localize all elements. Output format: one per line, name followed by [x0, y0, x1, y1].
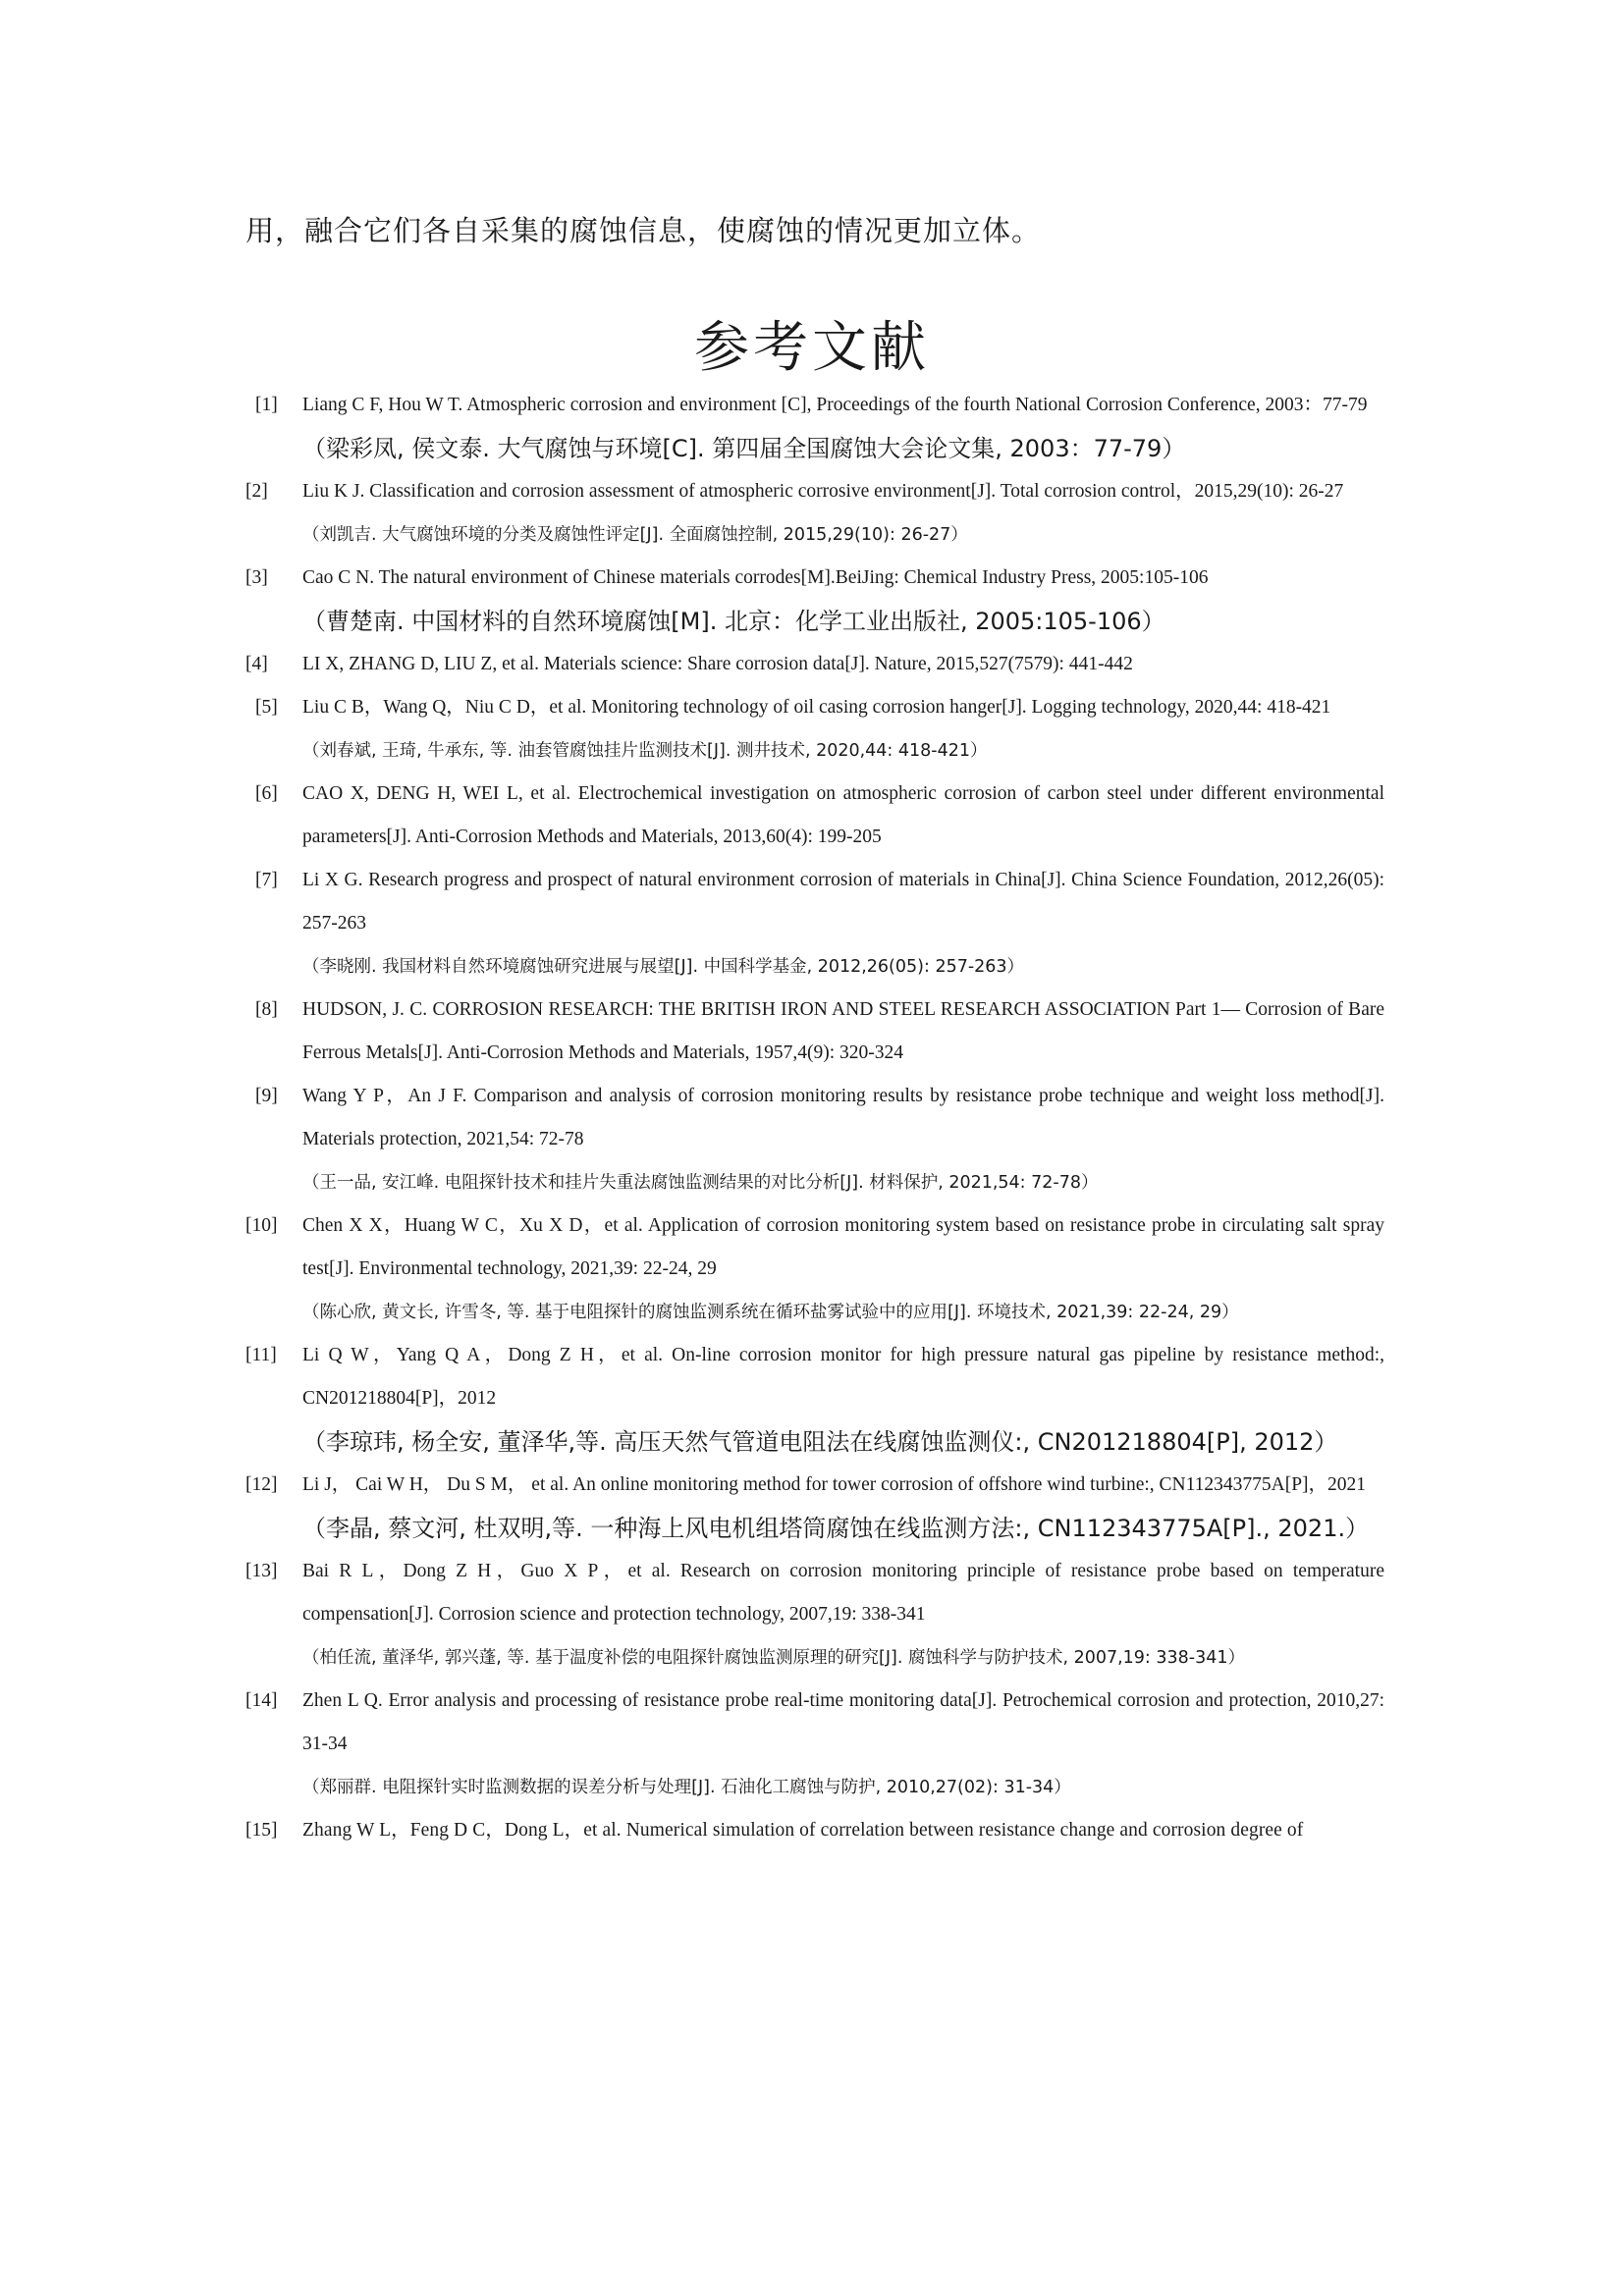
- reference-item: [255, 773, 1384, 859]
- reference-number: [11]: [245, 1345, 277, 1365]
- reference-number: [7]: [255, 870, 278, 890]
- reference-chinese: （陈心欣, 黄文长, 许雪冬, 等. 基于电阻探针的腐蚀监测系统在循环盐雾试验中的应用[J]. 环境技术, 2021,39: 22-24, 29）: [302, 1303, 1239, 1322]
- reference-english: Liu K J. Classification and corrosion assessment of atmospheric corrosive environment[J]. Total corrosion control，2015,29(10): 26-27: [302, 481, 1344, 502]
- reference-english: Zhang W L，Feng D C，Dong L，et al. Numerical simulation of correlation between resistance change and corrosion degree of: [302, 1820, 1304, 1841]
- reference-english: HUDSON, J. C. CORROSION RESEARCH: THE BRITISH IRON AND STEEL RESEARCH ASSOCIATION Part 1— Corrosion of Bare Ferrous Metals[J]. Anti-Corrosion Methods and Materials, 1957,4(9): 320-324: [302, 999, 1384, 1063]
- references-heading: 参考文献: [694, 316, 930, 380]
- reference-english: CAO X, DENG H, WEI L, et al. Electrochemical investigation on atmospheric corrosion of carbon steel under different environmental parameters[J]. Anti-Corrosion Methods and Materials, 2013,60(4): 199-205: [302, 783, 1384, 847]
- reference-english: Wang Y P，An J F. Comparison and analysis of corrosion monitoring results by resistance probe technique and weight loss method[J]. Materials protection, 2021,54: 72-78: [302, 1086, 1384, 1149]
- reference-english: Liu C B，Wang Q，Niu C D，et al. Monitoring technology of oil casing corrosion hanger[J]. Logging technology, 2020,44: 418-421: [302, 697, 1331, 718]
- reference-english: Li X G. Research progress and prospect of natural environment corrosion of materials in China[J]. China Science Foundation, 2012,26(05): 257-263: [302, 870, 1384, 934]
- reference-item: [245, 1204, 1384, 1334]
- reference-english: Li J， Cai W H， Du S M， et al. An online monitoring method for tower corrosion of offshore wind turbine:, CN112343775A[P]，2021: [302, 1474, 1367, 1495]
- reference-item: [245, 1809, 1384, 1852]
- reference-english: Cao C N. The natural environment of Chinese materials corrodes[M].BeiJing: Chemical Industry Press, 2005:105-106: [302, 567, 1209, 588]
- reference-chinese: （郑丽群. 电阻探针实时监测数据的误差分析与处理[J]. 石油化工腐蚀与防护, 2010,27(02): 31-34）: [302, 1778, 1071, 1797]
- reference-chinese: （李晓刚. 我国材料自然环境腐蚀研究进展与展望[J]. 中国科学基金, 2012,26(05): 257-263）: [302, 957, 1025, 977]
- reference-number: [10]: [245, 1215, 278, 1236]
- reference-number: [14]: [245, 1690, 278, 1711]
- reference-item: [245, 1550, 1384, 1680]
- reference-item: [255, 1075, 1384, 1204]
- reference-english: Zhen L Q. Error analysis and processing of resistance probe real-time monitoring data[J]. Petrochemical corrosion and protection, 2010,27: 31-34: [302, 1690, 1384, 1754]
- reference-number: [8]: [255, 999, 278, 1020]
- reference-chinese: （刘春斌, 王琦, 牛承东, 等. 油套管腐蚀挂片监测技术[J]. 测井技术, 2020,44: 418-421）: [302, 741, 988, 761]
- reference-item: [245, 557, 1384, 643]
- reference-item: [245, 470, 1384, 557]
- reference-english: Chen X X，Huang W C，Xu X D，et al. Application of corrosion monitoring system based on resistance probe in circulating salt spray test[J]. Environmental technology, 2021,39: 22-24, 29: [302, 1215, 1384, 1279]
- reference-chinese: （曹楚南. 中国材料的自然环境腐蚀[M]. 北京：化学工业出版社, 2005:105-106）: [302, 608, 1165, 635]
- reference-number: [6]: [255, 783, 278, 804]
- reference-chinese: （柏任流, 董泽华, 郭兴蓬, 等. 基于温度补偿的电阻探针腐蚀监测原理的研究[J]. 腐蚀科学与防护技术, 2007,19: 338-341）: [302, 1648, 1246, 1668]
- reference-item: [255, 686, 1384, 773]
- intro-text: 用，融合它们各自采集的腐蚀信息，使腐蚀的情况更加立体。: [245, 214, 1042, 247]
- reference-english: Liang C F, Hou W T. Atmospheric corrosion and environment [C], Proceedings of the fourth National Corrosion Conference, 2003：77-79: [302, 395, 1368, 415]
- reference-number: [9]: [255, 1086, 278, 1106]
- reference-chinese: （梁彩凤, 侯文泰. 大气腐蚀与环境[C]. 第四届全国腐蚀大会论文集, 2003：77-79）: [302, 435, 1186, 462]
- reference-number: [3]: [245, 567, 268, 588]
- reference-chinese: （王一品, 安江峰. 电阻探针技术和挂片失重法腐蚀监测结果的对比分析[J]. 材料保护, 2021,54: 72-78）: [302, 1173, 1099, 1193]
- reference-item: [255, 988, 1384, 1075]
- reference-list: [245, 384, 1384, 1852]
- reference-number: [13]: [245, 1561, 278, 1581]
- reference-item: [245, 1464, 1384, 1550]
- reference-chinese: （李琼玮, 杨全安, 董泽华,等. 高压天然气管道电阻法在线腐蚀监测仪:, CN201218804[P], 2012）: [302, 1428, 1338, 1456]
- reference-chinese: （刘凯吉. 大气腐蚀环境的分类及腐蚀性评定[J]. 全面腐蚀控制, 2015,29(10): 26-27）: [302, 525, 968, 545]
- reference-number: [5]: [255, 697, 278, 718]
- reference-number: [15]: [245, 1820, 278, 1841]
- reference-english: Bai R L，Dong Z H，Guo X P，et al. Research on corrosion monitoring principle of resistance probe based on temperature compensation[J]. Corrosion science and protection technology, 2007,19: 338-341: [302, 1561, 1384, 1625]
- reference-number: [12]: [245, 1474, 278, 1495]
- reference-chinese: （李晶, 蔡文河, 杜双明,等. 一种海上风电机组塔筒腐蚀在线监测方法:, CN112343775A[P]., 2021.）: [302, 1515, 1370, 1542]
- reference-number: [4]: [245, 654, 268, 674]
- reference-item: [245, 1680, 1384, 1809]
- reference-english: LI X, ZHANG D, LIU Z, et al. Materials science: Share corrosion data[J]. Nature, 2015,527(7579): 441-442: [302, 654, 1133, 674]
- reference-item: [255, 384, 1384, 470]
- reference-item: [255, 859, 1384, 988]
- reference-item: [245, 643, 1384, 686]
- reference-number: [1]: [255, 395, 278, 415]
- reference-english: Li Q W，Yang Q A，Dong Z H，et al. On-line corrosion monitor for high pressure natural gas pipeline by resistance method:, CN201218804[P]，2012: [302, 1345, 1384, 1409]
- reference-item: [245, 1334, 1384, 1464]
- reference-number: [2]: [245, 481, 268, 502]
